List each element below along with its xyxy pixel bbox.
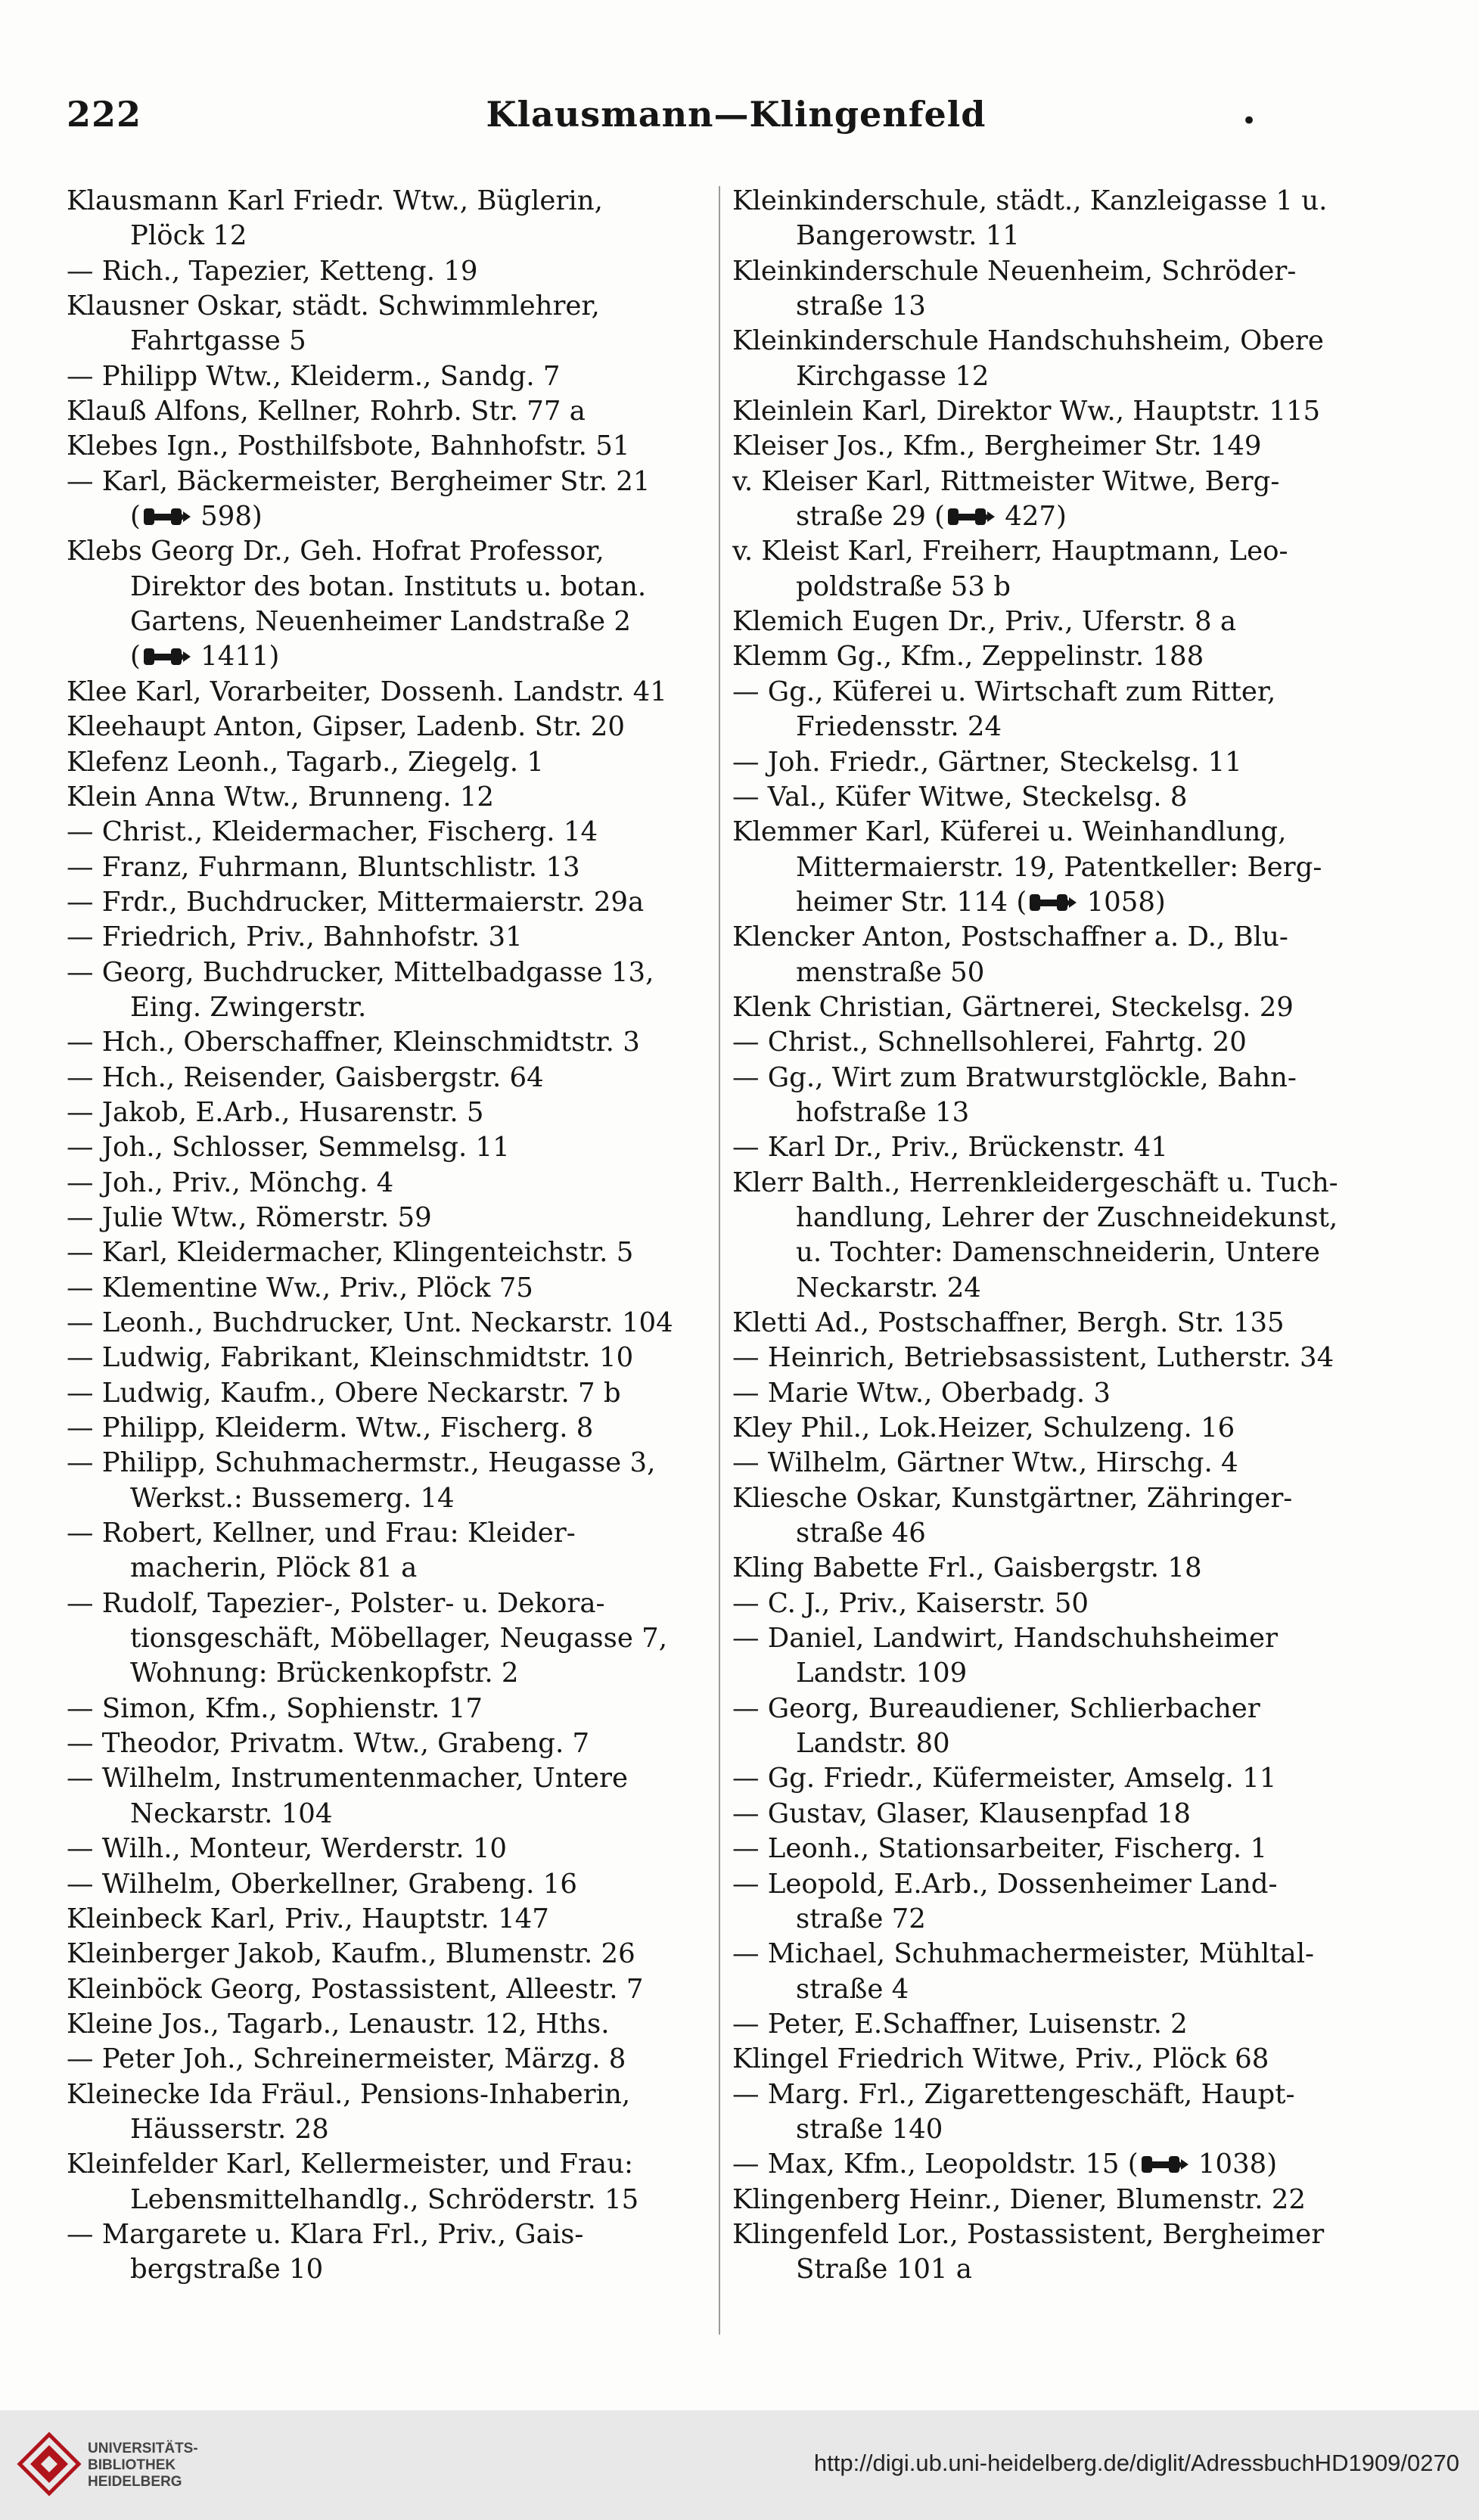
directory-entry [67, 1867, 716, 1902]
entry-continuation-line: straße 46 [796, 1518, 926, 1549]
entry-continuation-line: ( 598) [130, 501, 263, 533]
entry-continuation-line: Eing. Zwingerstr. [130, 991, 367, 1023]
entry-line: Klebs Georg Dr., Geh. Hofrat Professor, [67, 536, 604, 567]
directory-entry [67, 1726, 716, 1761]
directory-entry [732, 1446, 1381, 1481]
entry-line: — Philipp, Schuhmachermstr., Heugasse 3, [67, 1447, 656, 1479]
directory-entry [67, 534, 716, 674]
directory-entry [67, 429, 716, 464]
entry-line: Kley Phil., Lok.Heizer, Schulzeng. 16 [732, 1412, 1235, 1444]
directory-entry [732, 324, 1381, 394]
entry-continuation-line: Fahrtgasse 5 [130, 325, 306, 357]
entry-continuation-line: Häusserstr. 28 [130, 2113, 329, 2145]
directory-entry [67, 1376, 716, 1411]
entry-line: Kleiser Jos., Kfm., Bergheimer Str. 149 [732, 430, 1262, 462]
directory-entry [732, 1306, 1381, 1341]
directory-entry [67, 1235, 716, 1270]
entry-line: Kliesche Oskar, Kunstgärtner, Zähringer- [732, 1482, 1293, 1514]
entry-continuation-line: straße 4 [796, 1973, 909, 2005]
directory-entry [732, 990, 1381, 1025]
entry-continuation-line: straße 29 ( 427) [796, 501, 1067, 533]
entry-line: — Peter, E.Schaffner, Luisenstr. 2 [732, 2008, 1188, 2040]
entry-line: — Gg. Friedr., Küfermeister, Amselg. 11 [732, 1763, 1277, 1794]
entry-line: Kleinfelder Karl, Kellermeister, und Frau: [67, 2149, 633, 2180]
entry-continuation-line: straße 13 [796, 291, 926, 322]
entry-line: Klingenfeld Lor., Postassistent, Bergheimer [732, 2218, 1325, 2250]
entry-continuation-line: Landstr. 109 [796, 1658, 968, 1689]
directory-entry [732, 2217, 1381, 2288]
entry-continuation-line: Gartens, Neuenheimer Landstraße 2 [130, 606, 631, 638]
entry-continuation-line: macherin, Plöck 81 a [130, 1552, 418, 1584]
source-url-link[interactable]: http://digi.ub.uni-heidelberg.de/diglit/AdressbuchHD1909/0270 [813, 2450, 1459, 2476]
entry-line: Kleinecke Ida Fräul., Pensions-Inhaberin, [67, 2078, 631, 2110]
entry-line: — Leonh., Stationsarbeiter, Fischerg. 1 [732, 1833, 1268, 1865]
library-name-line: UNIVERSITÄTS- [88, 2441, 198, 2456]
entry-line: — Christ., Kleidermacher, Fischerg. 14 [67, 816, 598, 848]
entry-continuation-line: Bangerowstr. 11 [796, 220, 1020, 252]
telephone-icon [945, 505, 996, 528]
directory-entry [67, 815, 716, 850]
directory-entry [67, 745, 716, 780]
directory-entry [732, 394, 1381, 429]
entry-continuation-line: Straße 101 a [796, 2254, 972, 2285]
entry-continuation-line: bergstraße 10 [130, 2254, 324, 2285]
directory-entry [732, 1061, 1381, 1131]
page-title: Klausmann—Klingenfeld [486, 94, 987, 135]
entry-line: Klingenberg Heinr., Diener, Blumenstr. 22 [732, 2183, 1306, 2215]
entry-continuation-line: Kirchgasse 12 [796, 360, 990, 392]
directory-entry [732, 1797, 1381, 1832]
directory-entry [732, 1130, 1381, 1165]
directory-entry [732, 2042, 1381, 2077]
directory-entry [67, 675, 716, 710]
entry-line: — Marie Wtw., Oberbadg. 3 [732, 1377, 1111, 1409]
directory-entry [732, 1692, 1381, 1762]
directory-entry [732, 1867, 1381, 1937]
entry-line: — Wilh., Monteur, Werderstr. 10 [67, 1833, 508, 1865]
directory-entry [67, 1095, 716, 1130]
directory-entry [732, 745, 1381, 780]
entry-line: Kleine Jos., Tagarb., Lenaustr. 12, Hths. [67, 2008, 610, 2040]
entry-line: — Franz, Fuhrmann, Bluntschlistr. 13 [67, 851, 580, 883]
entry-line: — Daniel, Landwirt, Handschuhsheimer [732, 1623, 1278, 1655]
telephone-icon [141, 645, 192, 668]
entry-line: — C. J., Priv., Kaiserstr. 50 [732, 1587, 1089, 1619]
directory-entry [732, 639, 1381, 674]
entry-line: — Wilhelm, Instrumentenmacher, Untere [67, 1763, 628, 1794]
directory-entry [67, 1832, 716, 1866]
entry-line: — Georg, Buchdrucker, Mittelbadgasse 13, [67, 956, 654, 988]
entry-line: — Hch., Reisender, Gaisbergstr. 64 [67, 1061, 544, 1093]
entry-continuation-line: poldstraße 53 b [796, 570, 1011, 602]
entry-line: — Max, Kfm., Leopoldstr. 15 ( 1038) [732, 2149, 1278, 2180]
entry-continuation-line: Neckarstr. 104 [130, 1798, 333, 1829]
entry-line: v. Kleiser Karl, Rittmeister Witwe, Berg- [732, 465, 1280, 497]
directory-entry [67, 465, 716, 535]
entry-line: — Ludwig, Fabrikant, Kleinschmidtstr. 10 [67, 1342, 634, 1374]
entry-line: — Christ., Schnellsohlerei, Fahrtg. 20 [732, 1027, 1247, 1058]
entry-line: — Gg., Wirt zum Bratwurstglöckle, Bahn- [732, 1061, 1297, 1093]
entry-line: — Philipp Wtw., Kleiderm., Sandg. 7 [67, 360, 561, 392]
entry-line: Klerr Balth., Herrenkleidergeschäft u. Tuch- [732, 1167, 1338, 1198]
directory-entry [732, 1551, 1381, 1586]
entry-line: — Joh., Schlosser, Semmelsg. 11 [67, 1132, 510, 1164]
directory-entry [67, 289, 716, 359]
directory-entry [67, 920, 716, 955]
directory-entry [732, 2077, 1381, 2148]
directory-entry [732, 1341, 1381, 1375]
directory-entry [732, 1411, 1381, 1446]
directory-entry [67, 2042, 716, 2077]
directory-entry [732, 1166, 1381, 1306]
entry-line: Kleinbeck Karl, Priv., Hauptstr. 147 [67, 1903, 549, 1934]
entry-line: Klausner Oskar, städt. Schwimmlehrer, [67, 291, 600, 322]
directory-entry [67, 1692, 716, 1726]
entry-line: Klee Karl, Vorarbeiter, Dossenh. Landstr. 41 [67, 676, 667, 707]
directory-entry [67, 2217, 716, 2288]
directory-entry [732, 780, 1381, 815]
entry-line: — Ludwig, Kaufm., Obere Neckarstr. 7 b [67, 1377, 621, 1409]
entry-line: — Margarete u. Klara Frl., Priv., Gais- [67, 2218, 584, 2250]
directory-column-left [67, 184, 716, 2288]
library-name-line: BIBLIOTHEK [88, 2457, 176, 2473]
directory-entry [732, 465, 1381, 535]
directory-entry [67, 184, 716, 254]
entry-continuation-line: Plöck 12 [130, 220, 247, 252]
directory-column-right [732, 184, 1381, 2288]
entry-line: Klenk Christian, Gärtnerei, Steckelsg. 29 [732, 991, 1294, 1023]
entry-line: Klein Anna Wtw., Brunneng. 12 [67, 781, 494, 813]
entry-line: — Joh., Priv., Mönchg. 4 [67, 1167, 394, 1198]
entry-line: — Wilhelm, Oberkellner, Grabeng. 16 [67, 1868, 577, 1900]
directory-entry [732, 254, 1381, 325]
page-header [67, 89, 1406, 142]
directory-entry [67, 955, 716, 1026]
directory-entry [67, 254, 716, 289]
directory-entry [67, 1025, 716, 1060]
entry-line: Klebes Ign., Posthilfsbote, Bahnhofstr. 51 [67, 430, 630, 462]
entry-continuation-line: Direktor des botan. Instituts u. botan. [130, 570, 647, 602]
directory-entry [732, 2007, 1381, 2042]
directory-entry [67, 1341, 716, 1375]
directory-entry [67, 850, 716, 885]
entry-line: — Hch., Oberschaffner, Kleinschmidtstr. 3 [67, 1027, 640, 1058]
entry-line: — Marg. Frl., Zigarettengeschäft, Haupt- [732, 2078, 1295, 2110]
entry-line: — Georg, Bureaudiener, Schlierbacher [732, 1692, 1260, 1724]
entry-line: — Gustav, Glaser, Klausenpfad 18 [732, 1798, 1192, 1829]
directory-entry [732, 1621, 1381, 1692]
entry-line: — Klementine Ww., Priv., Plöck 75 [67, 1272, 533, 1304]
entry-continuation-line: handlung, Lehrer der Zuschneidekunst, [796, 1201, 1338, 1233]
directory-entry [67, 1446, 716, 1516]
entry-line: Klemm Gg., Kfm., Zeppelinstr. 188 [732, 641, 1204, 673]
library-name-line: HEIDELBERG [88, 2474, 182, 2490]
entry-continuation-line: Mittermaierstr. 19, Patentkeller: Berg- [796, 851, 1322, 883]
directory-entry [67, 2147, 716, 2217]
directory-entry [67, 1902, 716, 1937]
entry-line: — Karl, Bäckermeister, Bergheimer Str. 21 [67, 465, 651, 497]
entry-continuation-line: ( 1411) [130, 641, 280, 673]
entry-line: — Gg., Küferei u. Wirtschaft zum Ritter, [732, 676, 1276, 707]
entry-line: — Friedrich, Priv., Bahnhofstr. 31 [67, 921, 523, 953]
page-number: 222 [67, 94, 142, 135]
entry-continuation-line: hofstraße 13 [796, 1096, 970, 1128]
print-mark: • [1241, 106, 1257, 136]
entry-line: — Julie Wtw., Römerstr. 59 [67, 1201, 432, 1233]
entry-line: — Philipp, Kleiderm. Wtw., Fischerg. 8 [67, 1412, 594, 1444]
entry-line: — Frdr., Buchdrucker, Mittermaierstr. 29a [67, 886, 645, 918]
directory-entry [732, 184, 1381, 254]
entry-line: Kleehaupt Anton, Gipser, Ladenb. Str. 20 [67, 711, 625, 743]
directory-entry [732, 1937, 1381, 2007]
directory-entry [67, 1761, 716, 1832]
directory-entry [67, 1271, 716, 1306]
entry-line: Klemich Eugen Dr., Priv., Uferstr. 8 a [732, 606, 1237, 638]
directory-entry [67, 780, 716, 815]
directory-entry [67, 1937, 716, 1972]
entry-continuation-line: Lebensmittelhandlg., Schröderstr. 15 [130, 2183, 639, 2215]
entry-continuation-line: u. Tochter: Damenschneiderin, Untere [796, 1237, 1320, 1269]
entry-continuation-line: heimer Str. 114 ( 1058) [796, 886, 1166, 918]
entry-line: — Peter Joh., Schreinermeister, Märzg. 8 [67, 2043, 626, 2075]
entry-line: Kleinkinderschule Neuenheim, Schröder- [732, 255, 1297, 287]
directory-entry [67, 359, 716, 394]
entry-line: — Wilhelm, Gärtner Wtw., Hirschg. 4 [732, 1447, 1238, 1479]
directory-entry [732, 534, 1381, 604]
entry-continuation-line: Wohnung: Brückenkopfstr. 2 [130, 1658, 519, 1689]
entry-line: Kleinkinderschule Handschuhsheim, Obere [732, 325, 1324, 357]
directory-entry [67, 1061, 716, 1095]
entry-line: Klausmann Karl Friedr. Wtw., Büglerin, [67, 185, 603, 216]
library-name [88, 2441, 198, 2490]
entry-line: Klemmer Karl, Küferei u. Weinhandlung, [732, 816, 1287, 848]
entry-line: — Leonh., Buchdrucker, Unt. Neckarstr. 104 [67, 1307, 673, 1338]
entry-continuation-line: straße 72 [796, 1903, 926, 1934]
directory-entry [67, 1972, 716, 2007]
directory-entry [67, 1166, 716, 1201]
directory-entry [67, 1411, 716, 1446]
directory-entry [732, 429, 1381, 464]
directory-entry [67, 2007, 716, 2042]
entry-line: Kleinkinderschule, städt., Kanzleigasse 1 u. [732, 185, 1328, 216]
entry-continuation-line: Friedensstr. 24 [796, 711, 1002, 743]
directory-entry [732, 1481, 1381, 1552]
entry-continuation-line: menstraße 50 [796, 956, 985, 988]
entry-line: Klingel Friedrich Witwe, Priv., Plöck 68 [732, 2043, 1269, 2075]
directory-entry [67, 1201, 716, 1235]
entry-line: — Rich., Tapezier, Ketteng. 19 [67, 255, 478, 287]
entry-line: — Joh. Friedr., Gärtner, Steckelsg. 11 [732, 746, 1242, 778]
entry-continuation-line: Werkst.: Bussemerg. 14 [130, 1482, 455, 1514]
column-divider [719, 186, 720, 2335]
entry-line: — Rudolf, Tapezier-, Polster- u. Dekora- [67, 1587, 605, 1619]
entry-line: Kleinlein Karl, Direktor Ww., Hauptstr. 115 [732, 396, 1321, 427]
directory-entry [732, 604, 1381, 639]
directory-entry [67, 710, 716, 744]
directory-entry [732, 675, 1381, 745]
entry-line: — Simon, Kfm., Sophienstr. 17 [67, 1692, 483, 1724]
directory-entry [732, 1025, 1381, 1060]
entry-line: Kleinböck Georg, Postassistent, Alleestr. 7 [67, 1973, 644, 2005]
entry-continuation-line: tionsgeschäft, Möbellager, Neugasse 7, [130, 1623, 668, 1655]
entry-line: Kletti Ad., Postschaffner, Bergh. Str. 135 [732, 1307, 1285, 1338]
entry-line: — Karl Dr., Priv., Brückenstr. 41 [732, 1132, 1168, 1164]
directory-entry [67, 885, 716, 920]
entry-line: — Val., Küfer Witwe, Steckelsg. 8 [732, 781, 1188, 813]
directory-entry [67, 1130, 716, 1165]
entry-continuation-line: straße 140 [796, 2113, 943, 2145]
entry-line: — Heinrich, Betriebsassistent, Lutherstr. 34 [732, 1342, 1335, 1374]
directory-entry [67, 2077, 716, 2148]
entry-line: Klencker Anton, Postschaffner a. D., Blu- [732, 921, 1288, 953]
entry-line: v. Kleist Karl, Freiherr, Hauptmann, Leo- [732, 536, 1288, 567]
directory-entry [732, 1586, 1381, 1621]
university-logo-icon [17, 2431, 82, 2497]
entry-line: — Jakob, E.Arb., Husarenstr. 5 [67, 1096, 484, 1128]
directory-entry [732, 815, 1381, 920]
entry-line: — Michael, Schuhmachermeister, Mühltal- [732, 1938, 1315, 1970]
entry-continuation-line: Neckarstr. 24 [796, 1272, 981, 1304]
entry-line: Kling Babette Frl., Gaisbergstr. 18 [732, 1552, 1202, 1584]
viewer-footer [0, 2410, 1479, 2520]
telephone-icon [1027, 891, 1078, 914]
entry-line: Kleinberger Jakob, Kaufm., Blumenstr. 26 [67, 1938, 635, 1970]
directory-entry [732, 920, 1381, 990]
directory-entry [732, 1761, 1381, 1796]
entry-line: Klefenz Leonh., Tagarb., Ziegelg. 1 [67, 746, 544, 778]
telephone-icon [141, 505, 192, 528]
entry-line: — Robert, Kellner, und Frau: Kleider- [67, 1518, 576, 1549]
directory-entry [732, 2147, 1381, 2182]
telephone-icon [1139, 2153, 1190, 2176]
directory-entry [67, 1586, 716, 1692]
directory-entry [67, 1516, 716, 1586]
directory-entry [732, 1832, 1381, 1866]
entry-line: — Karl, Kleidermacher, Klingenteichstr. 5 [67, 1237, 634, 1269]
directory-entry [67, 394, 716, 429]
directory-entry [732, 1376, 1381, 1411]
entry-line: — Leopold, E.Arb., Dossenheimer Land- [732, 1868, 1278, 1900]
entry-line: — Theodor, Privatm. Wtw., Grabeng. 7 [67, 1728, 590, 1760]
entry-continuation-line: Landstr. 80 [796, 1728, 950, 1760]
entry-line: Klauß Alfons, Kellner, Rohrb. Str. 77 a [67, 396, 586, 427]
directory-entry [732, 2183, 1381, 2217]
directory-entry [67, 1306, 716, 1341]
